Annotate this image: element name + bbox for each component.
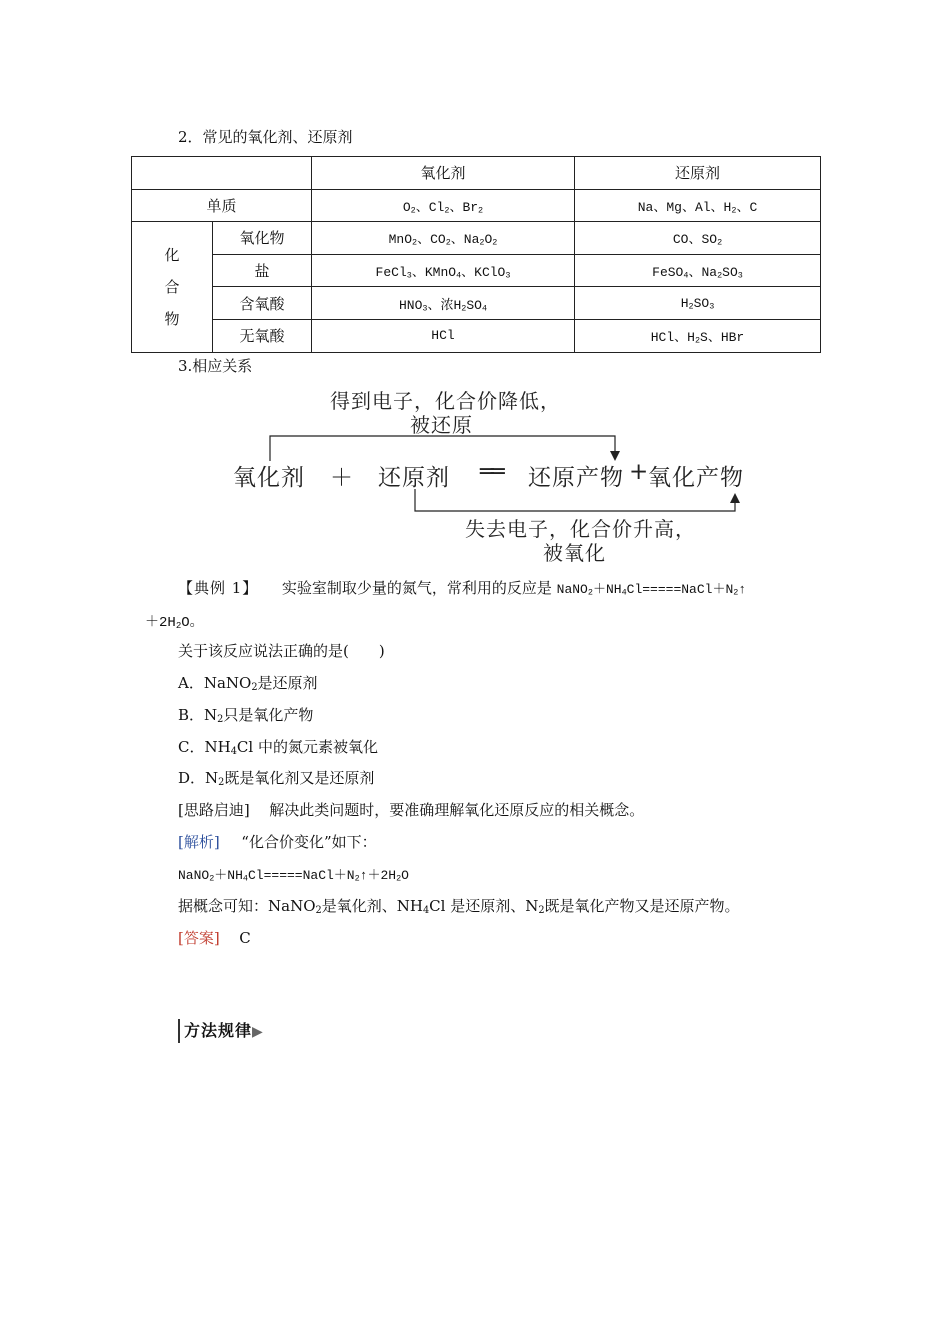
- method-heading-text: 方法规律: [184, 1021, 253, 1040]
- oxidant-cell: HCl: [312, 319, 575, 352]
- compound-char: 化: [164, 245, 180, 264]
- answer-tag: [答案]: [178, 929, 220, 947]
- section-3-title: 3.相应关系: [178, 357, 253, 375]
- hint-text: 解决此类问题时，要准确理解氧化还原反应的相关概念。: [269, 801, 645, 819]
- oxidant-cell: $O_2$、$Cl_2$、$Br_2$: [312, 189, 575, 222]
- oxidant-term: 氧化剂: [233, 465, 305, 491]
- reduction-product-term: 还原产物: [528, 465, 624, 491]
- oxidation-product-term: 氧化产物: [648, 465, 744, 491]
- example-stem-text: 实验室制取少量的氮气，常利用的反应是: [281, 579, 557, 597]
- reduced-label: 被还原: [410, 413, 473, 437]
- reductant-cell: CO、$SO_2$: [575, 222, 821, 255]
- analysis-tag: [解析]: [178, 833, 220, 851]
- analysis-text: “化合价变化”如下：: [241, 833, 377, 851]
- table-row: [132, 287, 821, 320]
- method-heading: [178, 1019, 264, 1043]
- arrowhead-up: [730, 493, 740, 503]
- example-equation-continued: $+2H_2O$。: [145, 615, 204, 631]
- compound-char: 物: [164, 309, 180, 328]
- lose-electrons-label: 失去电子，化合价升高，: [465, 517, 696, 541]
- answer-value: C: [239, 929, 251, 947]
- option-a: A．NaNO$_2$是还原剂: [178, 674, 318, 693]
- row-label: 单质: [132, 189, 312, 222]
- oxidant-cell: $HNO_3$、浓$H_2SO_4$: [312, 287, 575, 320]
- plus-sign: ＋: [330, 465, 354, 491]
- example-equation: $NaNO_2+NH_4Cl=====NaCl+N_2↑$: [556, 582, 747, 598]
- reductant-cell: FeSO$_4$、$Na_2SO_3$: [575, 254, 821, 287]
- hint-tag: [思路启迪]: [178, 801, 250, 819]
- gain-electrons-label: 得到电子，化合价降低，: [330, 389, 561, 413]
- option-b: B．$N_2$只是氧化产物: [178, 706, 314, 725]
- header-blank: [132, 157, 312, 190]
- reductant-term: 还原剂: [378, 465, 450, 491]
- table-row: [132, 189, 821, 222]
- compound-label: [132, 222, 213, 352]
- play-arrow-icon: ▶: [252, 1024, 264, 1040]
- table-header-row: [132, 157, 821, 190]
- reductant-cell: HCl、$H_2S$、HBr: [575, 319, 821, 352]
- reductant-cell: $H_2SO_3$: [575, 287, 821, 320]
- compound-char: 合: [164, 277, 180, 296]
- header-oxidant: 氧化剂: [312, 157, 575, 190]
- question-text: 关于该反应说法正确的是( ): [178, 642, 385, 660]
- section-2-title: 2．常见的氧化剂、还原剂: [178, 128, 353, 146]
- analysis-line: [178, 831, 377, 852]
- option-d: D．$N_2$既是氧化剂又是还原剂: [178, 769, 375, 788]
- oxidant-reductant-table: [131, 156, 821, 353]
- row-label: 氧化物: [213, 222, 312, 255]
- analysis-equation: $NaNO_2+NH_4Cl=====NaCl+N_2↑+2H_2O$: [178, 868, 409, 884]
- equals-sign: ══: [480, 459, 502, 485]
- example-stem: [178, 577, 746, 598]
- table-row: [132, 222, 821, 255]
- oxidant-cell: FeCl$_3$、KMnO$_4$、KClO$_3$: [312, 254, 575, 287]
- option-c: C．$NH_4Cl$ 中的氮元素被氧化: [178, 738, 378, 757]
- oxidized-label: 被氧化: [543, 541, 606, 565]
- oxidant-cell: MnO$_2$、$CO_2$、$Na_2O_2$: [312, 222, 575, 255]
- table-row: [132, 319, 821, 352]
- row-label: 含氧酸: [213, 287, 312, 320]
- example-tag: 【典例 1】: [178, 579, 259, 597]
- row-label: 盐: [213, 254, 312, 287]
- table-row: [132, 254, 821, 287]
- header-reductant: 还原剂: [575, 157, 821, 190]
- conclusion-line: 据概念可知：NaNO$_2$是氧化剂、$NH_4Cl$ 是还原剂、$N_2$既是氧化产物又是还原产物。: [178, 897, 740, 916]
- hint-line: [178, 799, 644, 820]
- row-label: 无氧酸: [213, 319, 312, 352]
- reductant-cell: Na、Mg、Al、$H_2$、C: [575, 189, 821, 222]
- answer-line: [178, 927, 251, 948]
- plus-sign: +: [629, 459, 650, 485]
